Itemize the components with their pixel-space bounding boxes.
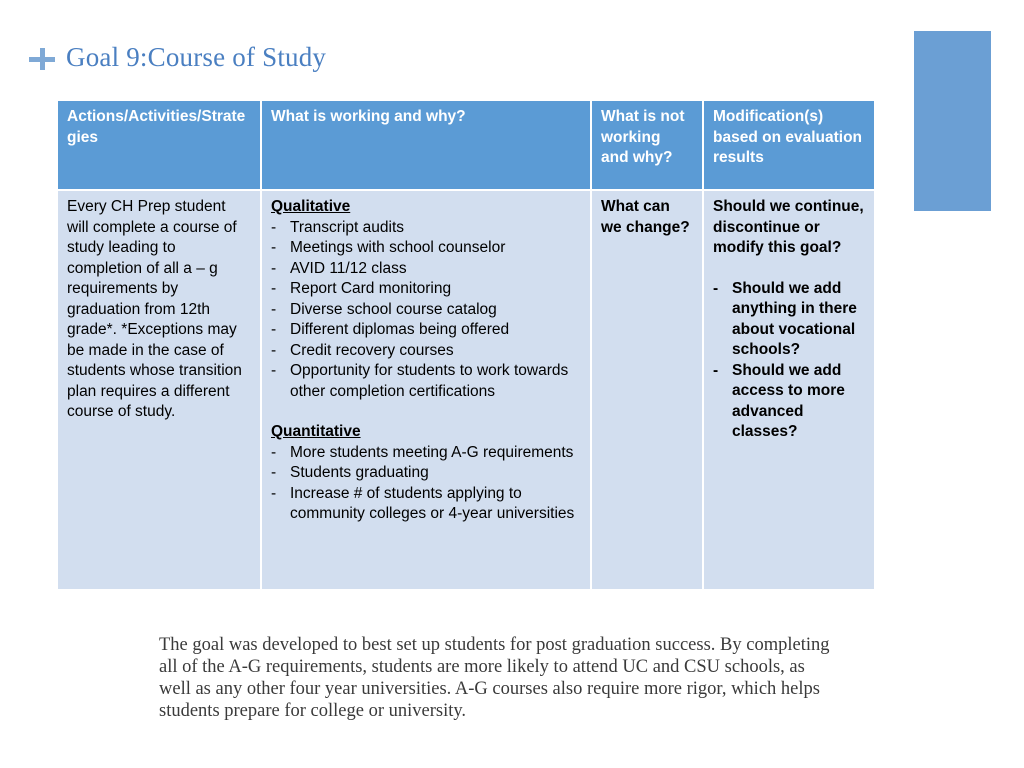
cell-actions xyxy=(57,190,261,590)
list-item: - Diverse school course catalog xyxy=(271,300,580,321)
goal-table xyxy=(56,99,876,591)
list-item: - More students meeting A-G requirements xyxy=(271,443,580,464)
not-working-text: What can we change? xyxy=(601,198,690,236)
header-modification: Modification(s) based on evaluation results xyxy=(703,100,875,190)
list-item: - Credit recovery courses xyxy=(271,341,580,362)
quantitative-list xyxy=(271,443,580,525)
list-item: - AVID 11/12 class xyxy=(271,259,580,280)
list-item: - Report Card monitoring xyxy=(271,279,580,300)
qualitative-list xyxy=(271,218,580,403)
list-item: - Should we add access to more advanced classes? xyxy=(713,361,864,443)
table-header-row xyxy=(57,100,875,190)
list-item: - Opportunity for students to work towards other completion certifications xyxy=(271,361,580,402)
cell-modification xyxy=(703,190,875,590)
decorative-corner-block xyxy=(914,31,991,211)
qualitative-heading: Qualitative xyxy=(271,198,351,215)
header-actions: Actions/Activities/Strategies xyxy=(57,100,261,190)
list-item: - Meetings with school counselor xyxy=(271,238,580,259)
list-item: - Different diplomas being offered xyxy=(271,320,580,341)
quantitative-heading: Quantitative xyxy=(271,423,361,440)
caption-paragraph: The goal was developed to best set up students for post graduation success. By completing all of the A-G requirements, students are more likely to attend UC and CSU schools, as well as any other four year universities. A-G courses also require more rigor, which helps students prepare for college or university. xyxy=(159,635,830,721)
list-item: - Increase # of students applying to community colleges or 4-year universities xyxy=(271,484,580,525)
modification-question: Should we continue, discontinue or modify this goal? xyxy=(713,198,864,256)
list-item: - Should we add anything in there about vocational schools? xyxy=(713,279,864,361)
table-row xyxy=(57,190,875,590)
page-title: Goal 9:Course of Study xyxy=(66,42,327,72)
header-not-working: What is not working and why? xyxy=(591,100,703,190)
list-item: - Transcript audits xyxy=(271,218,580,239)
cell-working xyxy=(261,190,591,590)
header-working: What is working and why? xyxy=(261,100,591,190)
modification-list xyxy=(713,279,864,443)
list-item: - Students graduating xyxy=(271,463,580,484)
plus-icon xyxy=(29,48,55,70)
actions-text: Every CH Prep student will complete a course of study leading to completion of all a – g requirements by graduation from 12th grade*. *Exceptions may be made in the case of students whose transition plan requires a different course of study. xyxy=(67,198,242,420)
cell-not-working xyxy=(591,190,703,590)
